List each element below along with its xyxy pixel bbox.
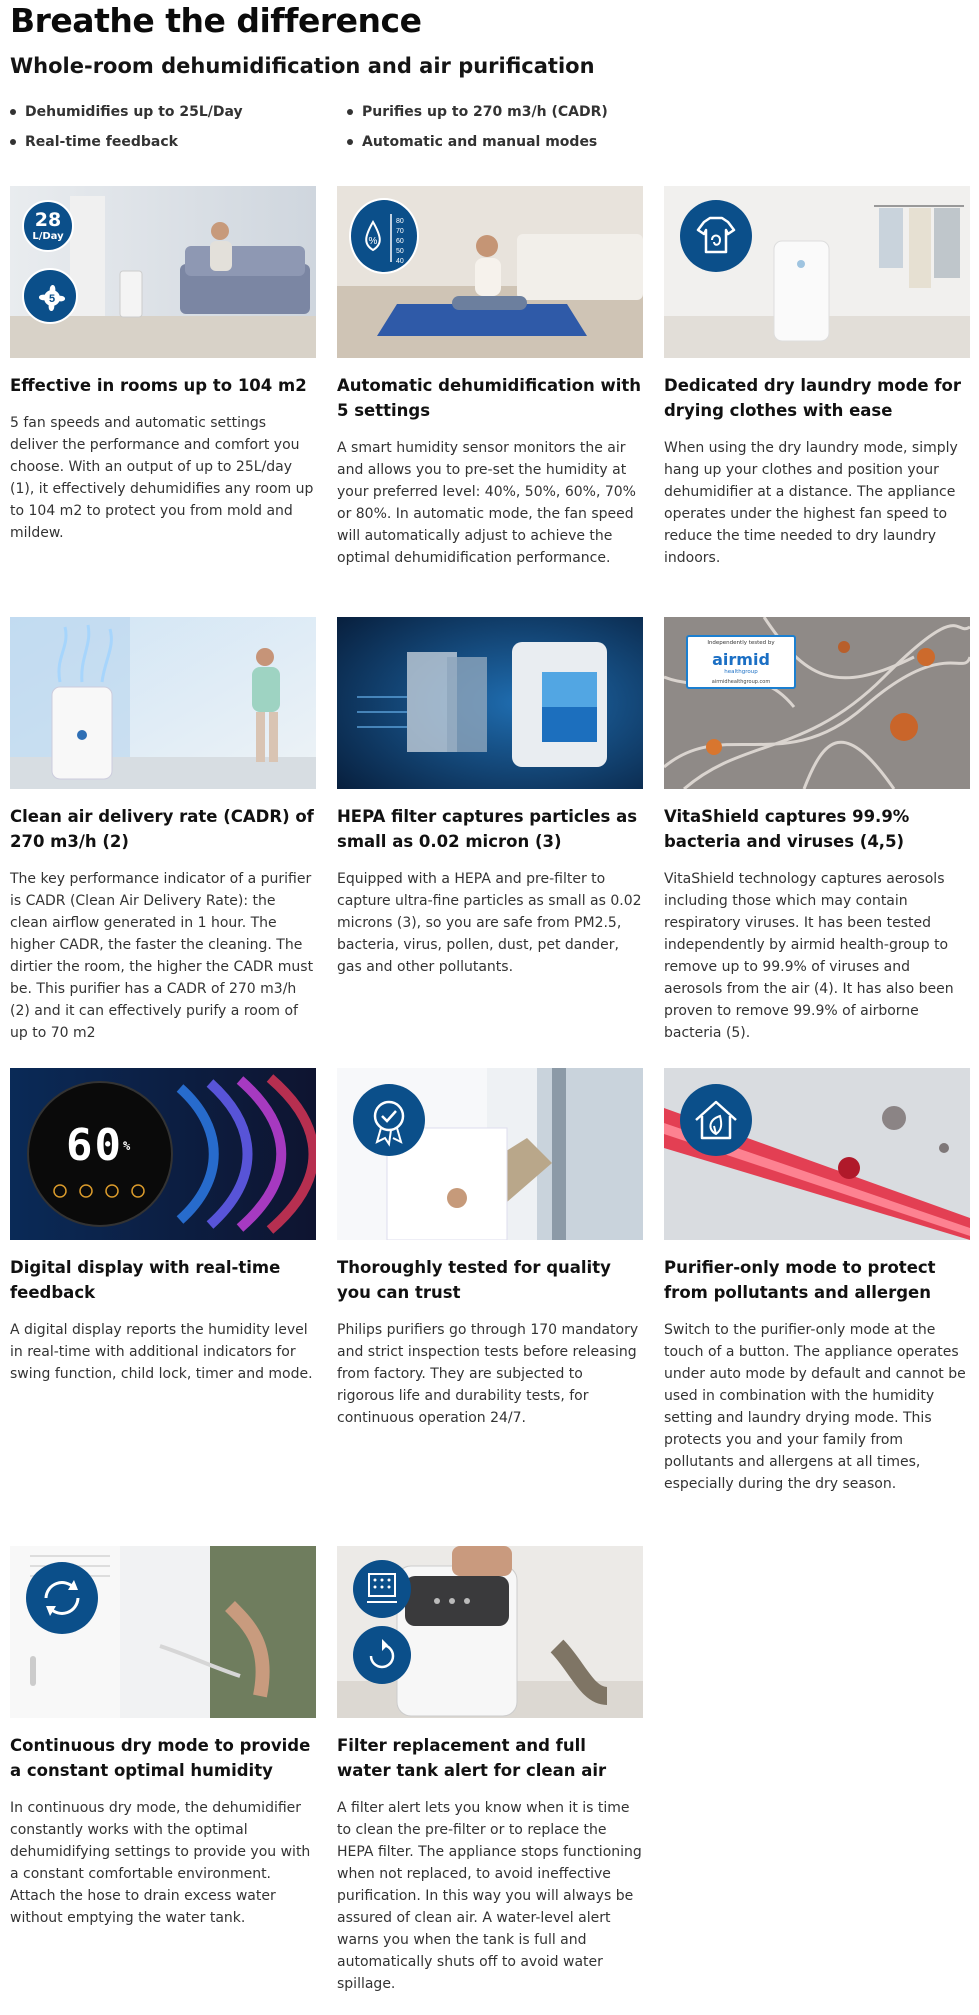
feature-card-room-size	[10, 186, 316, 544]
feature-card-filter-alert	[337, 1546, 643, 1995]
feature-card-purifier-only	[664, 1068, 970, 1495]
feature-description: Equipped with a HEPA and pre-filter to capture ultra-fine particles as small as 0.02 microns (3), so you are safe from PM2.5, bacteria, virus, pollen, dust, pet dander, gas and other pollutants.	[337, 871, 642, 975]
feature-card-continuous-dry	[10, 1546, 316, 1929]
feature-card-cadr	[10, 617, 316, 1044]
feature-image-hepa	[337, 617, 643, 789]
feature-title: Filter replacement and full water tank alert for clean air	[337, 1736, 607, 1780]
feature-card-dry-laundry	[664, 186, 970, 569]
quality-badge-icon	[353, 1084, 425, 1156]
feature-title: Continuous dry mode to provide a constant optimal humidity	[10, 1736, 311, 1780]
feature-title: Clean air delivery rate (CADR) of 270 m3/h (2)	[10, 807, 314, 851]
page-title: Breathe the difference	[10, 1, 422, 40]
bullet-dot-icon	[10, 139, 16, 145]
page-subtitle: Whole-room dehumidification and air purification	[10, 54, 595, 78]
feature-card-vitashield	[664, 617, 970, 1044]
digital-display-scene	[10, 1068, 316, 1240]
feature-description: A smart humidity sensor monitors the air and allows you to pre-set the humidity at your preferred level: 40%, 50%, 60%, 70% or 80%. In automatic mode, the fan speed will automatically adjust to achieve the optimal dehumidification performance.	[337, 440, 636, 566]
feature-image-yoga-room	[337, 186, 643, 358]
feature-card-hepa-filter	[337, 617, 643, 978]
humidity-readout: 60%	[66, 1120, 133, 1171]
benefit-item: Dehumidifies up to 25L/Day	[10, 102, 243, 122]
home-leaf-icon	[680, 1084, 752, 1156]
feature-description: 5 fan speeds and automatic settings deliver the performance and comfort you choose. With an output of up to 25L/day (1), it effectively dehumidifies any room up to 104 m2 to protect you from mold and mildew.	[10, 415, 314, 541]
svg-text:60: 60	[396, 238, 404, 245]
humidity-drop-icon	[349, 198, 419, 274]
feature-description: A filter alert lets you know when it is time to clean the pre-filter or to replace the HEPA filter. The appliance stops functioning when not replaced, to avoid ineffective purification. In this way you will always be assured of clean air. A water-level alert warns you when the tank is full and automatically shuts off to avoid water spillage.	[337, 1800, 642, 1992]
feature-image-display	[10, 1068, 316, 1240]
feature-title: Automatic dehumidification with 5 settings	[337, 376, 641, 420]
feature-description: Philips purifiers go through 170 mandatory and strict inspection tests before releasing from factory. They are subjected to rigorous life and durability tests, for continuous operation 24/7.	[337, 1322, 639, 1426]
feature-title: Thoroughly tested for quality you can trust	[337, 1258, 611, 1302]
hepa-filter-scene	[337, 617, 643, 789]
feature-title: Digital display with real-time feedback	[10, 1258, 281, 1302]
feature-description: The key performance indicator of a purifier is CADR (Clean Air Delivery Rate): the clean airflow generated in 1 hour. The higher CADR, the faster the cleaning. The dirtier the room, the higher the CADR must be. This purifier has a CADR of 270 m3/h (2) and it can effectively purify a room of up to 70 m2	[10, 871, 314, 1041]
feature-image-hose	[10, 1546, 316, 1718]
svg-text:%: %	[368, 236, 378, 247]
feature-image-laser-particles	[664, 1068, 970, 1240]
svg-text:70: 70	[396, 228, 404, 235]
feature-description: In continuous dry mode, the dehumidifier constantly works with the optimal dehumidifying settings to provide you with a constant comfortable environment. Attach the hose to drain excess water without emptying the water tank.	[10, 1800, 311, 1926]
feature-card-auto-dehumidification	[337, 186, 643, 569]
feature-title: VitaShield captures 99.9% bacteria and viruses (4,5)	[664, 807, 910, 851]
feature-image-inspection	[337, 1068, 643, 1240]
bullet-dot-icon	[347, 109, 353, 115]
feature-title: Purifier-only mode to protect from pollutants and allergen	[664, 1258, 936, 1302]
feature-title: Dedicated dry laundry mode for drying clothes with ease	[664, 376, 962, 420]
feature-description: Switch to the purifier-only mode at the touch of a button. The appliance operates under auto mode by default and cannot be used in combination with the humidity setting and laundry drying mode. This protects you and your family from pollutants and allergens at all times, especially during the dry season.	[664, 1322, 966, 1492]
feature-image-vitashield	[664, 617, 970, 789]
feature-description: When using the dry laundry mode, simply hang up your clothes and position your dehumidifier at a distance. The appliance operates under the highest fan speed to reduce the time needed to dry laundry indoors.	[664, 440, 958, 566]
bullet-dot-icon	[347, 139, 353, 145]
feature-description: VitaShield technology captures aerosols including those which may contain respiratory viruses. It has been tested independently by airmid health-group to remove up to 99.9% of viruses and aerosols from the air (4). It has also been proven to remove 99.9% of airborne bacteria (5).	[664, 871, 954, 1041]
airmid-certification-badge: Independently tested by airmid healthgroup airmidhealthgroup.com	[686, 635, 796, 689]
svg-text:50: 50	[396, 248, 404, 255]
feature-title: HEPA filter captures particles as small as 0.02 micron (3)	[337, 807, 638, 851]
continuous-cycle-icon	[26, 1562, 98, 1634]
feature-image-laundry	[664, 186, 970, 358]
feature-description: A digital display reports the humidity level in real-time with additional indicators for swing function, child lock, timer and mode.	[10, 1322, 313, 1382]
feature-card-quality-tested	[337, 1068, 643, 1429]
feature-card-digital-display	[10, 1068, 316, 1385]
clean-air-scene	[10, 617, 316, 789]
benefit-item: Purifies up to 270 m3/h (CADR)	[347, 102, 608, 122]
feature-title: Effective in rooms up to 104 m2	[10, 376, 307, 395]
feature-image-clean-air	[10, 617, 316, 789]
svg-text:40: 40	[396, 258, 404, 265]
tank-refresh-icon	[353, 1626, 411, 1684]
fan-speed-icon	[22, 268, 78, 324]
capacity-badge-icon: 28 L/Day	[22, 200, 74, 252]
svg-text:5: 5	[48, 293, 56, 305]
laundry-shirt-icon	[680, 200, 752, 272]
filter-alert-icon	[353, 1560, 411, 1618]
benefit-item: Automatic and manual modes	[347, 132, 597, 152]
svg-text:80: 80	[396, 218, 404, 225]
feature-image-tank	[337, 1546, 643, 1718]
bullet-dot-icon	[10, 109, 16, 115]
benefit-item: Real-time feedback	[10, 132, 178, 152]
feature-image-living-room	[10, 186, 316, 358]
